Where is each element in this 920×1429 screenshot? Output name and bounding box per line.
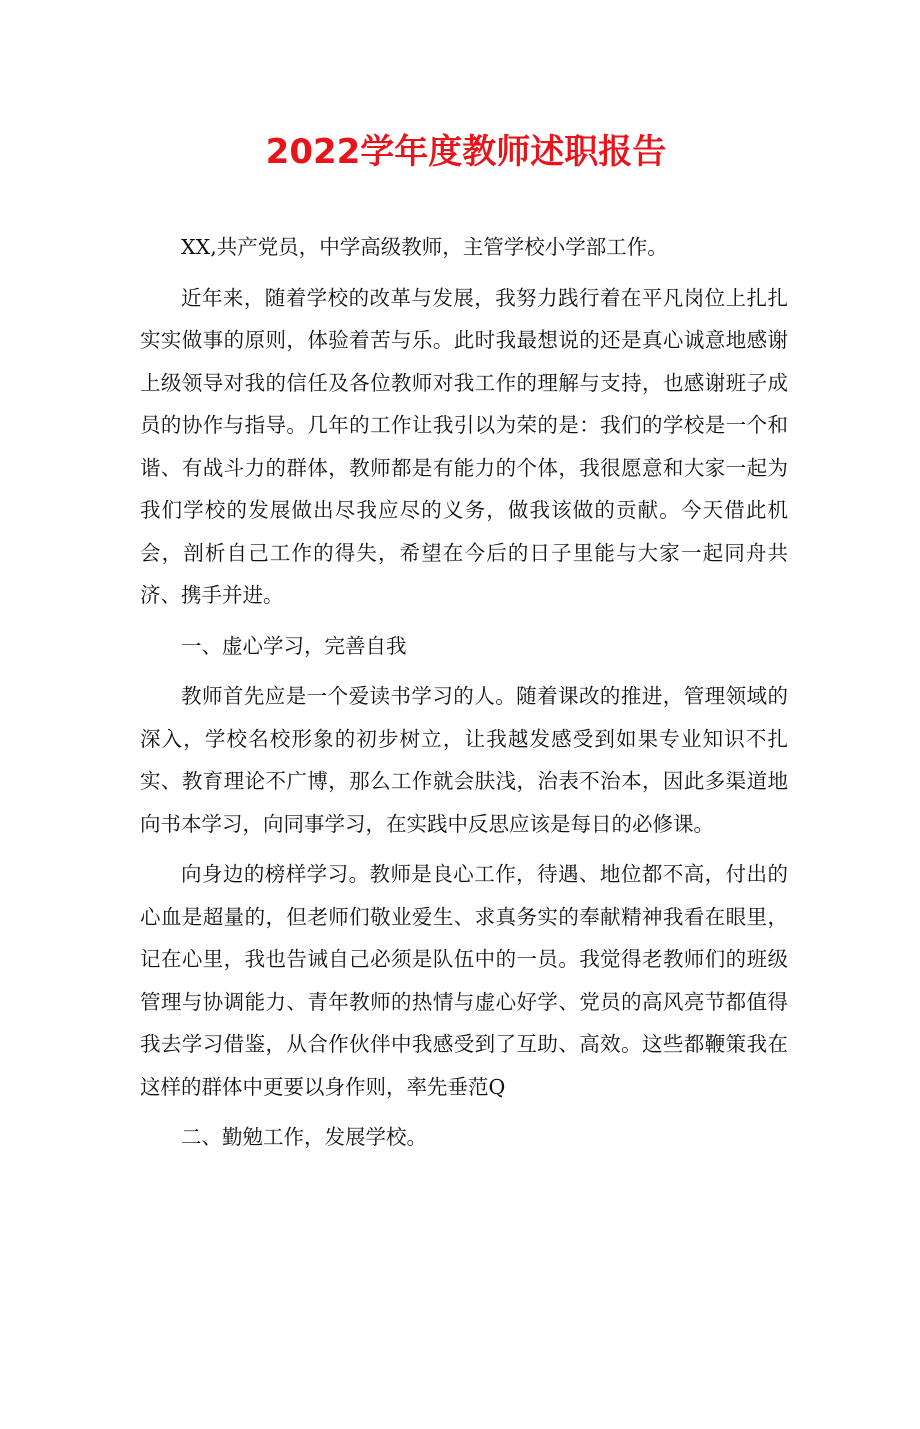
paragraph-role-models: 向身边的榜样学习。教师是良心工作，待遇、地位都不高，付出的心血是超量的，但老师们敬业爱生、求真务实的奉献精神我看在眼里，记在心里，我也告诫自己必须是队伍中的一员。我觉得老教师们的班级管理与协调能力、青年教师的热情与虚心好学、党员的高风亮节都值得我去学习借鉴，从合作伙伴中我感受到了互助、高效。这些都鞭策我在这样的群体中更要以身作则，率先垂范Q [140, 862, 788, 1099]
paragraph-learning: 教师首先应是一个爱读书学习的人。随着课改的推进，管理领域的深入，学校名校形象的初步树立，让我越发感受到如果专业知识不扎实、教育理论不广博，那么工作就会肤浅，治表不治本，因此多渠道地向书本学习，向同事学习，在实践中反思应该是每日的必修课。 [140, 684, 788, 836]
section-heading-1: 一、虚心学习，完善自我 [181, 633, 407, 658]
document-title: 2022学年度教师述职报告 [265, 132, 667, 172]
section-heading-2: 二、勤勉工作，发展学校。 [181, 1125, 427, 1149]
document-body [140, 226, 788, 1159]
paragraph-intro: XX,共产党员，中学高级教师，主管学校小学部工作。 [181, 235, 668, 259]
document-page [0, 128, 920, 1429]
paragraph-preface: 近年来，随着学校的改革与发展，我努力践行着在平凡岗位上扎扎实实做事的原则，体验着苦与乐。此时我最想说的还是真心诚意地感谢上级领导对我的信任及各位教师对我工作的理解与支持，也感谢班子成员的协作与指导。几年的工作让我引以为荣的是：我们的学校是一个和谐、有战斗力的群体，教师都是有能力的个体，我很愿意和大家一起为我们学校的发展做出尽我应尽的义务，做我该做的贡献。今天借此机会，剖析自己工作的得失，希望在今后的日子里能与大家一起同舟共济、携手并进。 [140, 285, 788, 607]
